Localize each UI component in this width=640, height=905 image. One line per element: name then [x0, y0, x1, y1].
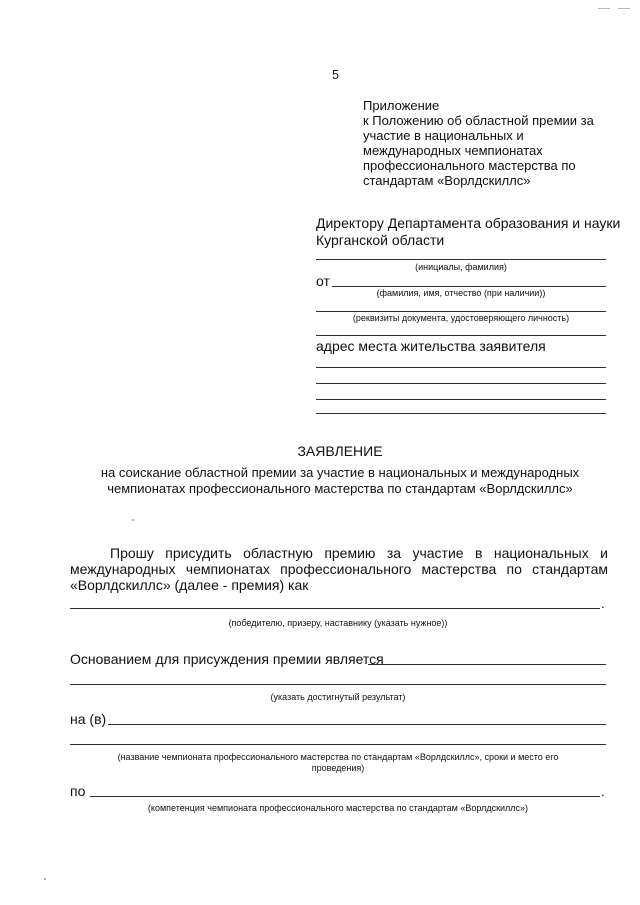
trailing-dot: . — [601, 784, 605, 799]
paragraph-text: Прошу присудить областную премию за участие в национальных и — [110, 545, 608, 561]
from-label: от — [316, 273, 330, 289]
basis-label: Основанием для присуждения премии является — [70, 651, 384, 667]
addressee-line: Директору Департамента образования и науки — [316, 215, 621, 231]
appendix-line: стандартам «Ворлдскиллс» — [363, 173, 531, 188]
caption-initials: (инициалы, фамилия) — [415, 262, 507, 272]
on-label: на (в) — [70, 711, 107, 727]
scan-speck — [132, 519, 134, 521]
initials-line[interactable] — [316, 259, 606, 260]
appendix-block — [363, 98, 623, 188]
address-line[interactable] — [316, 413, 606, 414]
address-line[interactable] — [316, 367, 606, 368]
statement-title: ЗАЯВЛЕНИЕ — [297, 443, 383, 459]
paragraph-text: «Ворлдскиллс» (далее - премия) как — [70, 577, 309, 593]
scan-mark — [618, 8, 630, 9]
caption-role: (победителю, призеру, наставнику (указать нужное)) — [228, 618, 448, 628]
statement-subtitle-line: на соискание областной премии за участие в национальных и международных — [100, 465, 580, 480]
appendix-line: профессионального мастерства по — [363, 158, 576, 173]
scan-speck — [44, 878, 46, 880]
address-line[interactable] — [316, 383, 606, 384]
competence-line[interactable] — [90, 796, 600, 797]
championship-line[interactable] — [108, 724, 606, 725]
caption-result: (указать достигнутый результат) — [270, 692, 406, 702]
role-line[interactable] — [70, 608, 600, 609]
caption-competence: (компетенция чемпионата профессионального мастерства по стандартам «Ворлдскиллс») — [147, 803, 529, 813]
paragraph-line — [70, 545, 608, 561]
paragraph-text: международных чемпионатах профессионального мастерства по стандартам — [70, 561, 608, 577]
caption-championship: (название чемпионата профессионального мастерства по стандартам «Ворлдскиллс», сроки и место его — [117, 752, 559, 762]
trailing-dot: . — [601, 596, 605, 611]
addressee-line: Курганской области — [316, 232, 445, 248]
scan-mark — [598, 8, 610, 9]
appendix-title: Приложение — [363, 98, 440, 113]
po-label: по — [70, 783, 86, 799]
body-paragraph — [70, 545, 608, 593]
document-line-2[interactable] — [316, 335, 606, 336]
caption-document: (реквизиты документа, удостоверяющего личность) — [352, 313, 570, 323]
statement-subtitle-line: чемпионатах профессионального мастерства по стандартам «Ворлдскиллс» — [107, 481, 573, 496]
address-label: адрес места жительства заявителя — [316, 338, 546, 354]
appendix-line: международных чемпионатах — [363, 143, 543, 158]
document-line[interactable] — [316, 311, 606, 312]
fullname-line[interactable] — [332, 286, 606, 287]
page-number: 5 — [332, 68, 339, 82]
championship-line-2[interactable] — [70, 744, 606, 745]
paragraph-line — [70, 577, 608, 593]
result-line[interactable] — [70, 684, 606, 685]
appendix-line: участие в национальных и — [363, 128, 524, 143]
appendix-line: к Положению об областной премии за — [363, 113, 594, 128]
basis-line[interactable] — [368, 664, 606, 665]
paragraph-line — [70, 561, 608, 577]
address-line[interactable] — [316, 399, 606, 400]
caption-fullname: (фамилия, имя, отчество (при наличии)) — [376, 288, 546, 298]
caption-championship-2: проведения) — [311, 763, 365, 773]
